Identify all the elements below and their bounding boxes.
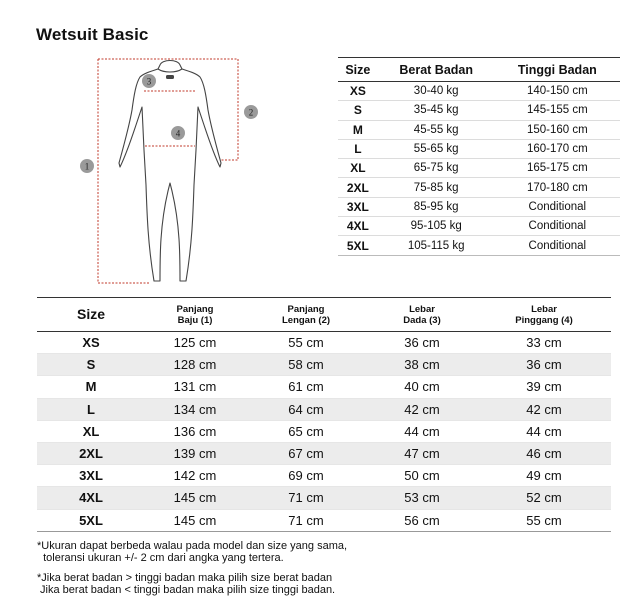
marker-2: [244, 105, 258, 119]
svg-text:2: 2: [248, 107, 254, 118]
size-cell: M: [338, 120, 378, 139]
sleeve-line: [98, 59, 238, 160]
measurement-header-row: [37, 298, 611, 332]
header-panjang-baju: Panjang Baju (1): [145, 298, 245, 332]
panjang-baju-cell: 145 cm: [145, 509, 245, 531]
berat-cell: 55-65 kg: [378, 139, 495, 158]
header-berat-badan: Berat Badan: [378, 58, 495, 82]
berat-cell: 75-85 kg: [378, 178, 495, 197]
berat-cell: 85-95 kg: [378, 197, 495, 216]
panjang-lengan-cell: 71 cm: [245, 509, 367, 531]
size-cell: XS: [338, 82, 378, 101]
note-tolerance: *Ukuran dapat berbeda walau pada model dan size yang sama, toleransi ukuran +/- 2 cm dari angka yang tertera.: [37, 540, 348, 564]
panjang-lengan-cell: 64 cm: [245, 398, 367, 420]
tinggi-cell: Conditional: [495, 217, 620, 236]
size-cell: XS: [37, 332, 145, 354]
lebar-dada-cell: 53 cm: [367, 487, 477, 509]
measurement-body: [37, 332, 611, 532]
size-cell: XL: [37, 420, 145, 442]
lebar-pinggang-cell: 55 cm: [477, 509, 611, 531]
panjang-lengan-cell: 67 cm: [245, 442, 367, 464]
table-row: [37, 465, 611, 487]
table-row: [37, 509, 611, 531]
tinggi-cell: 140-150 cm: [495, 82, 620, 101]
panjang-baju-cell: 142 cm: [145, 465, 245, 487]
table-row: [338, 178, 620, 197]
lebar-pinggang-cell: 33 cm: [477, 332, 611, 354]
table-row: [338, 236, 620, 255]
header-size: Size: [37, 298, 145, 332]
panjang-baju-cell: 136 cm: [145, 420, 245, 442]
measure-lines: [98, 59, 238, 283]
table-row: [37, 442, 611, 464]
size-cell: 3XL: [338, 197, 378, 216]
lebar-dada-cell: 38 cm: [367, 354, 477, 376]
length-line: [98, 59, 150, 283]
lebar-dada-cell: 50 cm: [367, 465, 477, 487]
lebar-dada-cell: 36 cm: [367, 332, 477, 354]
berat-cell: 105-115 kg: [378, 236, 495, 255]
panjang-baju-cell: 131 cm: [145, 376, 245, 398]
berat-cell: 35-45 kg: [378, 101, 495, 120]
measurement-table: [37, 297, 611, 532]
panjang-lengan-cell: 71 cm: [245, 487, 367, 509]
wetsuit-outline: [119, 61, 221, 282]
size-cell: XL: [338, 159, 378, 178]
size-cell: 5XL: [37, 509, 145, 531]
size-cell: L: [37, 398, 145, 420]
page-title: Wetsuit Basic: [36, 25, 149, 44]
panjang-lengan-cell: 69 cm: [245, 465, 367, 487]
lebar-dada-cell: 44 cm: [367, 420, 477, 442]
tinggi-cell: Conditional: [495, 197, 620, 216]
panjang-baju-cell: 145 cm: [145, 487, 245, 509]
lebar-dada-cell: 56 cm: [367, 509, 477, 531]
header-size: Size: [338, 58, 378, 82]
table-row: [338, 197, 620, 216]
berat-cell: 45-55 kg: [378, 120, 495, 139]
header-lebar-pinggang: Lebar Pinggang (4): [477, 298, 611, 332]
lebar-pinggang-cell: 49 cm: [477, 465, 611, 487]
table-row: [37, 487, 611, 509]
size-cell: 3XL: [37, 465, 145, 487]
panjang-baju-cell: 128 cm: [145, 354, 245, 376]
tinggi-cell: Conditional: [495, 236, 620, 255]
tinggi-cell: 160-170 cm: [495, 139, 620, 158]
tinggi-cell: 150-160 cm: [495, 120, 620, 139]
lebar-pinggang-cell: 36 cm: [477, 354, 611, 376]
marker-4: [171, 126, 185, 140]
table-row: [338, 82, 620, 101]
tinggi-cell: 165-175 cm: [495, 159, 620, 178]
panjang-baju-cell: 134 cm: [145, 398, 245, 420]
note-size-rule: *Jika berat badan > tinggi badan maka pilih size berat badan Jika berat badan < tinggi badan maka pilih size tinggi badan.: [37, 572, 336, 596]
size-cell: M: [37, 376, 145, 398]
lebar-dada-cell: 42 cm: [367, 398, 477, 420]
lebar-dada-cell: 47 cm: [367, 442, 477, 464]
logo-mark: [166, 75, 174, 79]
table-row: [37, 376, 611, 398]
weight-height-table: [338, 57, 620, 256]
size-cell: 5XL: [338, 236, 378, 255]
svg-text:1: 1: [84, 161, 90, 172]
size-cell: 4XL: [338, 217, 378, 236]
svg-text:3: 3: [146, 76, 152, 87]
header-tinggi-badan: Tinggi Badan: [495, 58, 620, 82]
table-row: [338, 120, 620, 139]
table-row: [37, 354, 611, 376]
size-cell: S: [338, 101, 378, 120]
weight-height-header-row: [338, 58, 620, 82]
svg-text:4: 4: [175, 128, 181, 139]
table-row: [37, 420, 611, 442]
panjang-lengan-cell: 65 cm: [245, 420, 367, 442]
panjang-lengan-cell: 61 cm: [245, 376, 367, 398]
panjang-lengan-cell: 58 cm: [245, 354, 367, 376]
size-cell: 2XL: [338, 178, 378, 197]
table-row: [338, 101, 620, 120]
marker-1: [80, 159, 94, 173]
lebar-pinggang-cell: 42 cm: [477, 398, 611, 420]
table-row: [338, 159, 620, 178]
size-cell: 4XL: [37, 487, 145, 509]
header-panjang-lengan: Panjang Lengan (2): [245, 298, 367, 332]
lebar-pinggang-cell: 46 cm: [477, 442, 611, 464]
berat-cell: 30-40 kg: [378, 82, 495, 101]
panjang-baju-cell: 125 cm: [145, 332, 245, 354]
berat-cell: 95-105 kg: [378, 217, 495, 236]
size-cell: S: [37, 354, 145, 376]
size-cell: 2XL: [37, 442, 145, 464]
size-cell: L: [338, 139, 378, 158]
tinggi-cell: 170-180 cm: [495, 178, 620, 197]
lebar-pinggang-cell: 44 cm: [477, 420, 611, 442]
header-lebar-dada: Lebar Dada (3): [367, 298, 477, 332]
table-row: [37, 332, 611, 354]
tinggi-cell: 145-155 cm: [495, 101, 620, 120]
panjang-lengan-cell: 55 cm: [245, 332, 367, 354]
table-row: [338, 217, 620, 236]
table-row: [37, 398, 611, 420]
berat-cell: 65-75 kg: [378, 159, 495, 178]
weight-height-body: [338, 82, 620, 256]
panjang-baju-cell: 139 cm: [145, 442, 245, 464]
table-row: [338, 139, 620, 158]
marker-3: [142, 74, 156, 88]
wetsuit-figure: [70, 55, 270, 295]
lebar-pinggang-cell: 39 cm: [477, 376, 611, 398]
lebar-dada-cell: 40 cm: [367, 376, 477, 398]
lebar-pinggang-cell: 52 cm: [477, 487, 611, 509]
